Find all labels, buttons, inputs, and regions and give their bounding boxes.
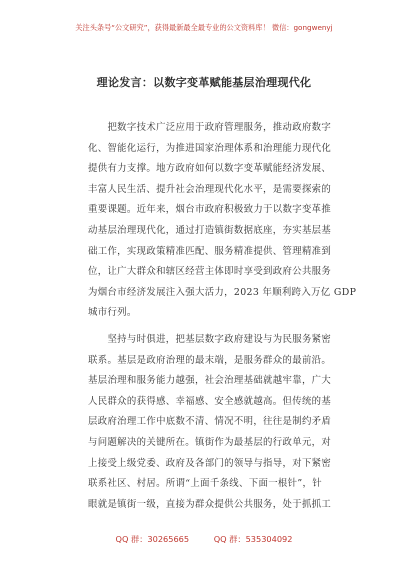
document-title: 理论发言：以数字变革赋能基层治理现代化: [96, 76, 312, 89]
paragraph-line: 联系社区、村居。所谓“上面千条线、下面一根针”，针: [88, 478, 322, 490]
paragraph-1: [88, 118, 357, 324]
paragraph-line: 提供有力支撑。地方政府如何以数字变革赋能经济发展、: [88, 163, 332, 175]
paragraph-line: 上接受上级党委、政府及各部门的领导与指导，对下紧密: [88, 457, 332, 469]
paragraph-line: 丰富人民生活、提升社会治理现代化水平，是需要探索的: [88, 183, 332, 195]
paragraph-line: 基层治理和服务能力越强，社会治理基础就越牢靠，广大: [88, 375, 332, 387]
qq-group-2: QQ 群：535304092: [213, 534, 293, 544]
paragraph-line: 础工作，实现政策精准匹配、服务精准提供、管理精准到: [88, 245, 332, 257]
promo-banner: 关注头条号“公文研究”，获得最新最全最专业的公文资料库！ 微信：gongwenyj: [75, 23, 333, 32]
paragraph-line: 重要课题。近年来，烟台市政府积极致力于以数字变革推: [88, 204, 332, 216]
document-body: [88, 118, 357, 515]
paragraph-line: 人民群众的获得感、幸福感、安全感就越高。但传统的基: [88, 395, 332, 407]
paragraph-line: 层政府治理工作中底数不清、情况不明，往往是制约矛盾: [88, 416, 332, 428]
paragraph-2: [88, 330, 344, 515]
paragraph-line: 城市行列。: [88, 307, 137, 319]
paragraph-line: 为烟台市经济发展注入强大活力，2023 年顺利跨入万亿 GDP: [88, 286, 357, 298]
paragraph-line: 联系。基层是政府治理的最末端，是服务群众的最前沿。: [88, 354, 332, 366]
paragraph-line: 动基层治理现代化，通过打造镇街数据底座，夯实基层基: [88, 224, 332, 236]
paragraph-line: 与问题解决的关键所在。镇街作为最基层的行政单元，对: [88, 436, 332, 448]
qq-group-1: QQ 群：30265665: [115, 534, 190, 544]
paragraph-line: 把数字技术广泛应用于政府管理服务，推动政府数字: [88, 122, 332, 133]
paragraph-line: 化、智能化运行，为推进国家治理体系和治理能力现代化: [88, 142, 332, 154]
paragraph-line: 坚持与时俱进，把基层数字政府建设与为民服务紧密: [88, 333, 332, 345]
paragraph-line: 眼就是镇街一级，直接为群众提供公共服务，处于抓抓工: [88, 498, 332, 510]
paragraph-line: 位，让广大群众和辖区经营主体即时享受到政府公共服务: [88, 266, 332, 278]
footer-contact: [0, 534, 408, 545]
